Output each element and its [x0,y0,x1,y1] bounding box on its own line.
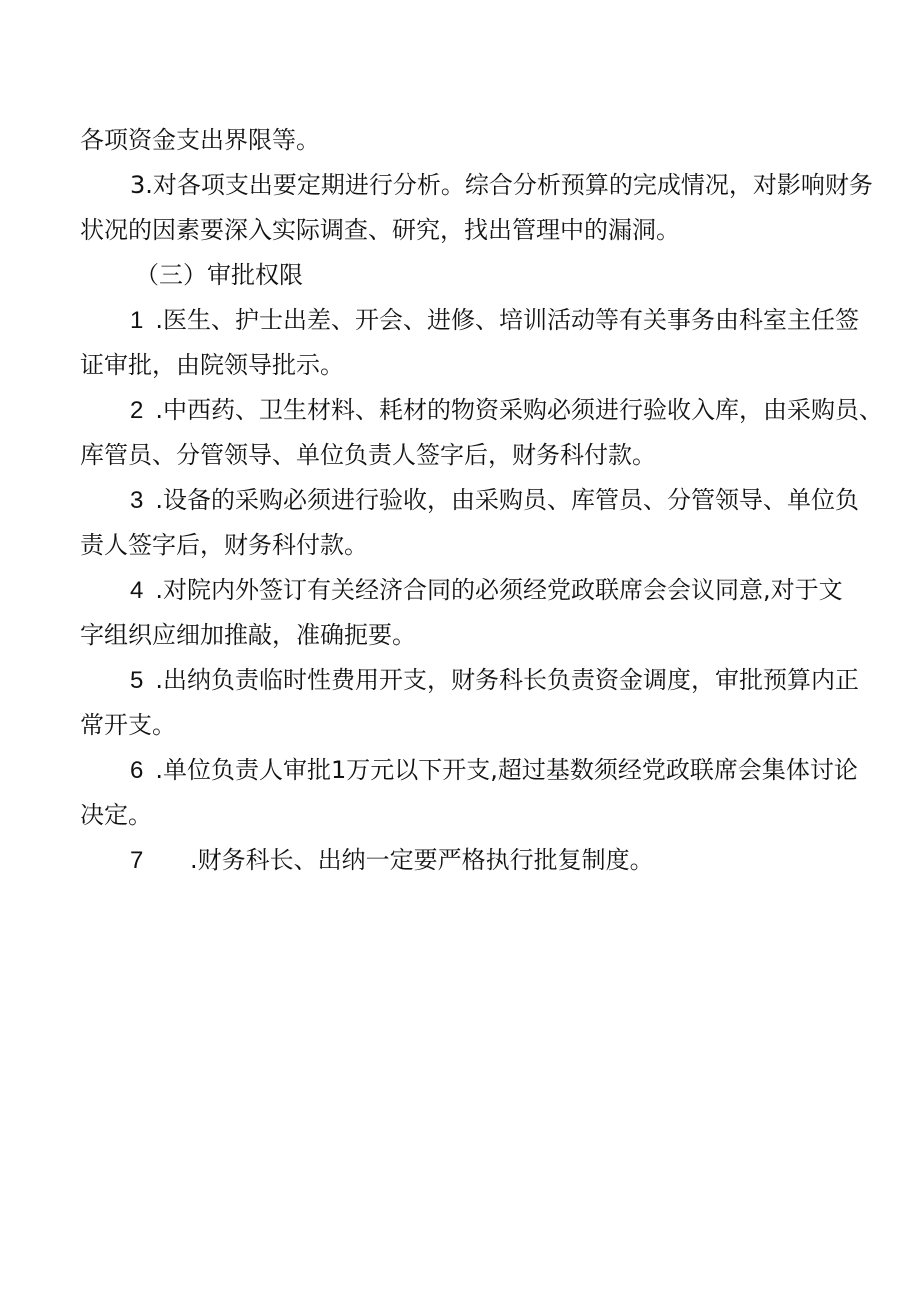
list-item-number: 1 [130,307,144,334]
list-item-text: .对院内外签订有关经济合同的必须经党政联席会会议同意,对于文 [155,576,843,604]
list-item [80,478,859,568]
text-line: 各项资金支出界限等。 [80,126,320,154]
list-item-line [80,838,840,883]
list-item-line [80,748,858,793]
list-item-continuation: 常开支。 [80,711,176,739]
list-item-continuation: 决定。 [80,801,152,829]
list-item-line [80,478,859,523]
list-item-continuation: 字组织应细加推敲，准确扼要。 [80,621,416,649]
list-item-text: .医生、护士出差、开会、进修、培训活动等有关事务由科室主任签 [155,306,859,334]
section-heading [80,253,840,298]
list-item [80,568,843,658]
list-item [80,388,883,478]
text-line: 3.对各项支出要定期进行分析。综合分析预算的完成情况，对影响财务 [130,171,873,199]
paragraph-funds-limits [80,118,840,163]
list-item-text: .中西药、卫生材料、耗材的物资采购必须进行验收入库，由采购员、 [155,396,883,424]
list-item-number: 3 [130,487,144,514]
list-item-text: .财务科长、出纳一定要严格执行批复制度。 [190,846,654,874]
list-item-text: .单位负责人审批1万元以下开支,超过基数须经党政联席会集体讨论 [155,756,858,784]
list-item-continuation: 库管员、分管领导、单位负责人签字后，财务科付款。 [80,441,656,469]
list-item-line [80,658,859,703]
list-item-number: 6 [130,757,144,784]
list-item-line [80,298,859,343]
list-item-number: 2 [130,397,144,424]
list-item-number: 7 [130,847,144,874]
list-item [80,658,859,748]
paragraph-expense-analysis [80,163,873,253]
list-item-text: .设备的采购必须进行验收，由采购员、库管员、分管领导、单位负 [155,486,859,514]
list-item [80,748,858,838]
list-item-continuation: 证审批，由院领导批示。 [80,351,344,379]
list-item-number: 5 [130,667,144,694]
list-item [80,838,840,883]
text-line: 状况的因素要深入实际调查、研究，找出管理中的漏洞。 [80,216,680,244]
list-item [80,298,859,388]
list-item-line [80,568,843,613]
list-item-line [80,388,883,433]
document-body [80,118,883,883]
list-item-number: 4 [130,577,144,604]
list-item-text: .出纳负责临时性费用开支，财务科长负责资金调度，审批预算内正 [155,666,859,694]
list-item-continuation: 责人签字后，财务科付款。 [80,531,368,559]
section-heading-text: （三）审批权限 [135,261,303,289]
